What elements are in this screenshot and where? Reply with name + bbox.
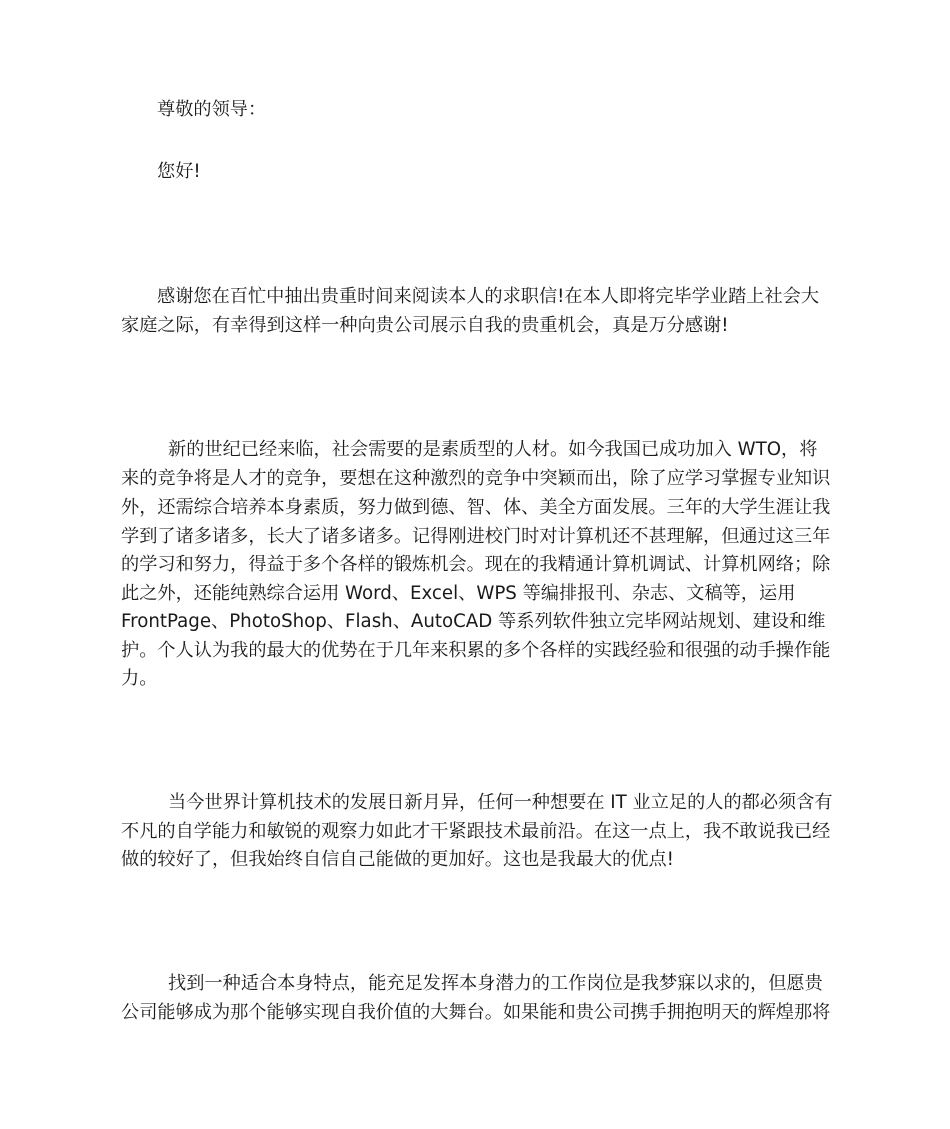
- paragraph-line: 找到一种适合本身特点，能充足发挥本身潜力的工作岗位是我梦寐以求的，但愿贵: [168, 973, 823, 994]
- paragraph-line: 公司能够成为那个能够实现自我价值的大舞台。如果能和贵公司携手拥抱明天的辉煌那将: [121, 1002, 831, 1023]
- paragraph-line: FrontPage、PhotoShop、Flash、AutoCAD 等系列软件独立完毕网站规划、建设和维: [121, 611, 826, 632]
- paragraph-line: 护。个人认为我的最大的优势在于几年来积累的多个各样的实践经验和很强的动手操作能: [121, 640, 831, 661]
- paragraph-line: 当今世界计算机技术的发展日新月异，任何一种想要在 IT 业立足的人的都必须含有: [168, 792, 833, 813]
- paragraph-line: 此之外，还能纯熟综合运用 Word、Excel、WPS 等编排报刊、杂志、文稿等，运用: [121, 583, 796, 604]
- paragraph-line: 学到了诸多诸多，长大了诸多诸多。记得刚进校门时对计算机还不甚理解，但通过这三年: [121, 526, 831, 547]
- paragraph-line: 家庭之际，有幸得到这样一种向贵公司展示自我的贵重机会，真是万分感谢!: [121, 315, 729, 336]
- paragraph-line: 不凡的自学能力和敏锐的观察力如此才干紧跟技术最前沿。在这一点上，我不敢说我已经: [121, 821, 831, 842]
- paragraph-line: 感谢您在百忙中抽出贵重时间来阅读本人的求职信!在本人即将完毕学业踏上社会大: [157, 286, 820, 307]
- greeting: 您好!: [157, 161, 201, 182]
- paragraph-line: 力。: [121, 668, 158, 689]
- paragraph-line: 来的竞争将是人才的竞争，要想在这种激烈的竞争中突颖而出，除了应学习掌握专业知识: [121, 468, 831, 489]
- paragraph-line: 新的世纪已经来临，社会需要的是素质型的人材。如今我国已成功加入 WTO，将: [168, 439, 818, 460]
- salutation: 尊敬的领导：: [157, 99, 267, 120]
- paragraph-line: 的学习和努力，得益于多个各样的锻炼机会。现在的我精通计算机调试、计算机网络；除: [121, 554, 831, 575]
- paragraph-line: 做的较好了，但我始终自信自己能做的更加好。这也是我最大的优点!: [121, 849, 674, 870]
- paragraph-line: 外，还需综合培养本身素质，努力做到德、智、体、美全方面发展。三年的大学生涯让我: [121, 497, 831, 518]
